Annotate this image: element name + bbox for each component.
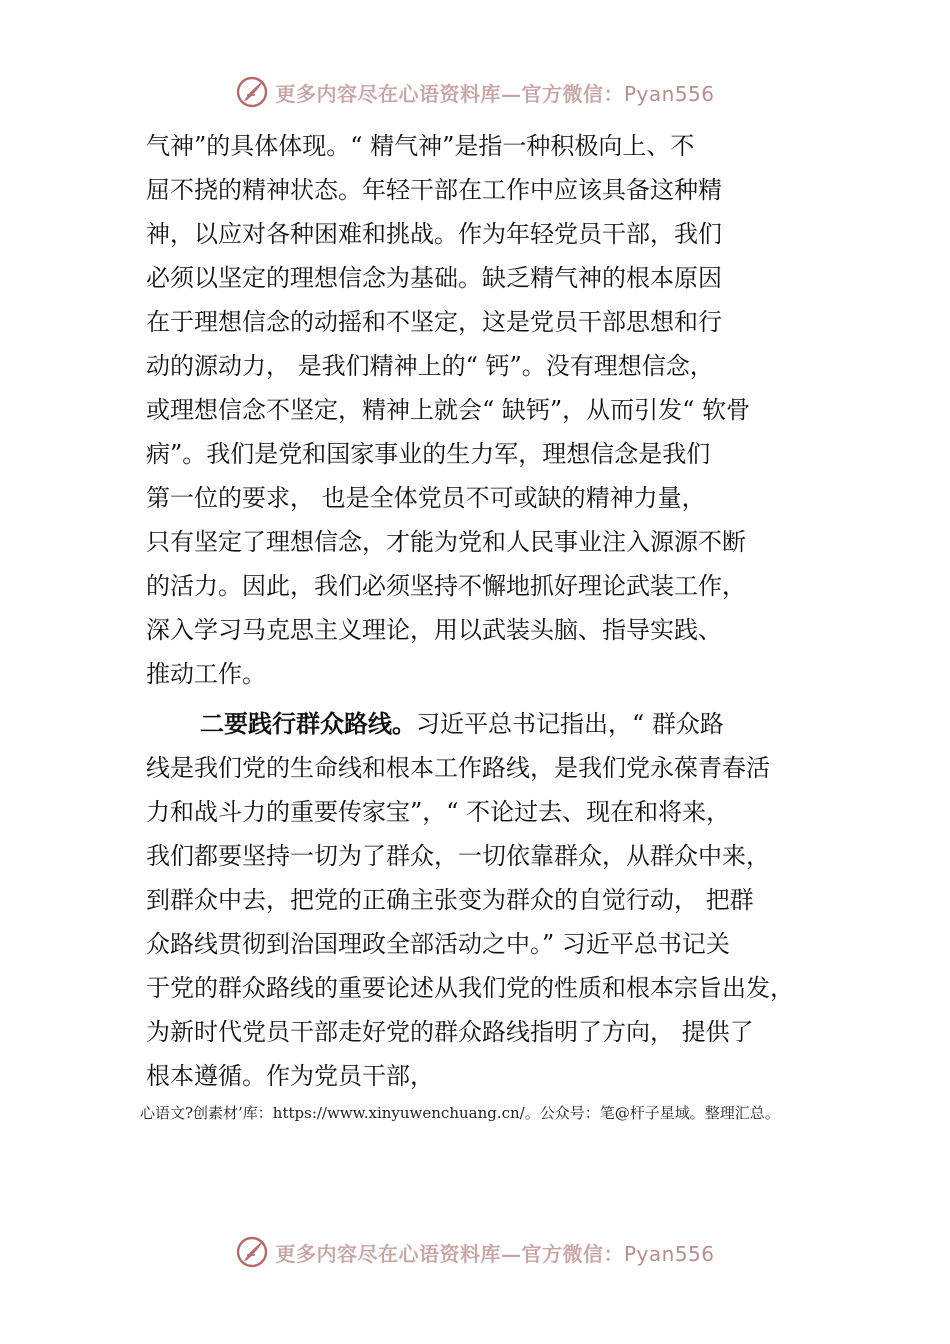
text-line: 神，以应对各种困难和挑战。作为年轻党员干部，我们 bbox=[146, 220, 722, 248]
text-line: 于党的群众路线的重要论述从我们党的性质和根本宗旨出发， bbox=[146, 974, 794, 1002]
text-line: 动的源动力， 是我们精神上的“ 钙”。没有理想信念， bbox=[146, 352, 714, 380]
feather-logo-icon bbox=[235, 1235, 269, 1269]
text-line: 众路线贯彻到治国理政全部活动之中。” 习近平总书记关 bbox=[146, 930, 730, 958]
text-line: 推动工作。 bbox=[146, 660, 266, 688]
text-line: 屈不挠的精神状态。年轻干部在工作中应该具备这种精 bbox=[146, 176, 722, 204]
text-line: 气神”的具体体现。“ 精气神”是指一种积极向上、不 bbox=[146, 132, 695, 160]
text-line: 或理想信念不坚定，精神上就会“ 缺钙”，从而引发“ 软骨 bbox=[146, 396, 751, 424]
paragraph-2-heading: 二要践行群众路线。 bbox=[200, 710, 416, 738]
banner-text-cn: 更多内容尽在心语资料库—官方微信： bbox=[275, 81, 624, 106]
text-line: 的活力。因此，我们必须坚持不懈地抓好理论武装工作， bbox=[146, 572, 746, 600]
header-banner bbox=[0, 72, 950, 112]
text-line: 到群众中去，把党的正确主张变为群众的自觉行动， 把群 bbox=[146, 886, 754, 914]
text-line: 深入学习马克思主义理论，用以武装头脑、指导实践、 bbox=[146, 616, 722, 644]
text-line: 力和战斗力的重要传家宝”，“ 不论过去、现在和将来， bbox=[146, 798, 731, 826]
text-line: 第一位的要求， 也是全体党员不可或缺的精神力量， bbox=[146, 484, 706, 512]
paragraph-2-first-line bbox=[146, 702, 826, 746]
text-line: 必须以坚定的理想信念为基础。缺乏精气神的根本原因 bbox=[146, 264, 722, 292]
banner-wechat-id: Pyan556 bbox=[623, 1241, 715, 1266]
source-note: 心语文?创素材’库：https://www.xinyuwenchuang.cn/。公众号：笔@杆子星域。整理汇总。 bbox=[140, 1104, 780, 1122]
text-line: 只有坚定了理想信念，才能为党和人民事业注入源源不断 bbox=[146, 528, 746, 556]
footer-banner bbox=[0, 1232, 950, 1272]
text-line: 为新时代党员干部走好党的群众路线指明了方向， 提供了 bbox=[146, 1018, 754, 1046]
text-line: 病”。我们是党和国家事业的生力军，理想信念是我们 bbox=[146, 440, 711, 468]
banner-text-cn: 更多内容尽在心语资料库—官方微信： bbox=[275, 1241, 624, 1266]
text-line: 线是我们党的生命线和根本工作路线，是我们党永葆青春活 bbox=[146, 754, 770, 782]
banner-wechat-id: Pyan556 bbox=[623, 81, 715, 106]
document-body bbox=[146, 124, 826, 1098]
feather-logo-icon bbox=[235, 75, 269, 109]
banner-text bbox=[275, 1238, 714, 1267]
text-line: 根本遵循。作为党员干部， bbox=[146, 1062, 434, 1090]
banner-text bbox=[275, 78, 714, 107]
paragraph-2-first-text: 习近平总书记指出，“ 群众路 bbox=[416, 710, 724, 738]
text-line: 在于理想信念的动摇和不坚定，这是党员干部思想和行 bbox=[146, 308, 722, 336]
text-line: 我们都要坚持一切为了群众，一切依靠群众，从群众中来， bbox=[146, 842, 770, 870]
